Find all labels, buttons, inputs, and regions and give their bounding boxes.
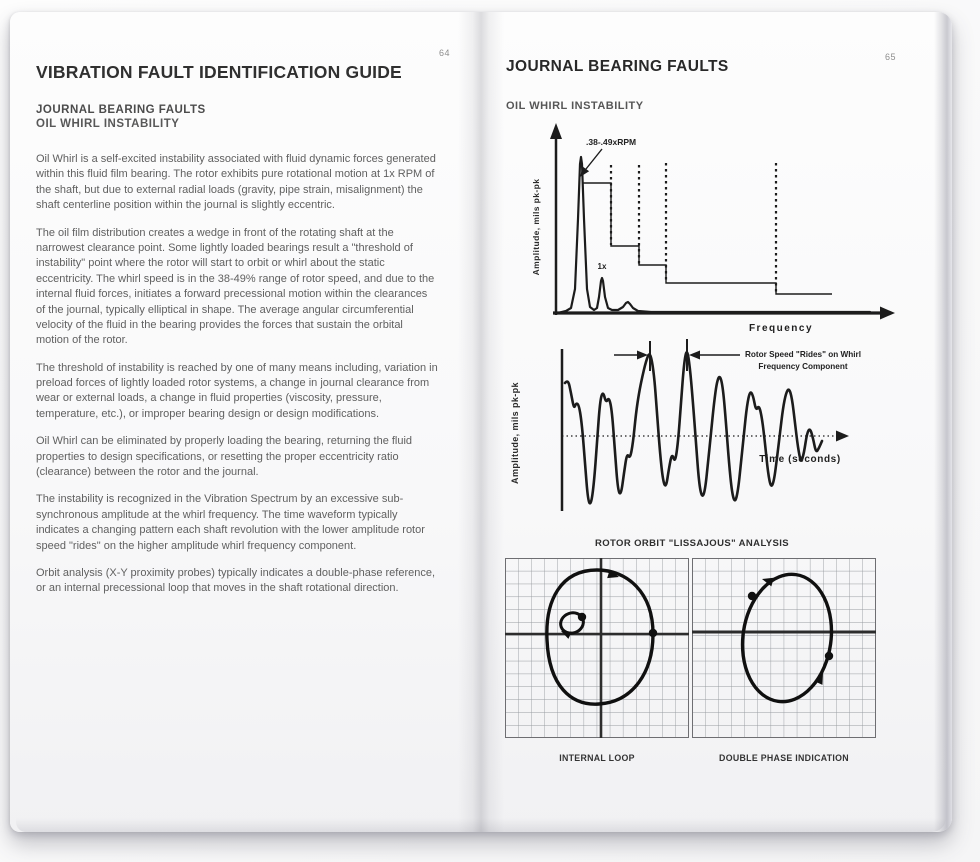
orbit-grid: [506, 559, 689, 738]
spectrum-x-axis-arrow-icon: [880, 307, 895, 320]
right-page-number: 65: [884, 52, 896, 62]
waveform-x-axis-label: Time (seconds): [759, 454, 841, 465]
right-page-subtitle: OIL WHIRL INSTABILITY: [506, 100, 644, 112]
waveform-annotation-line1: Rotor Speed "Rides" on Whirl: [744, 350, 862, 359]
paragraph-oil-film-wedge: The oil film distribution creates a wedge in front of the rotating shaft at the narrowest clearance point. Some lightly loaded bearings result a "threshold of instability" point where the rotor will start to orbit or whirl about the static eccentricity. The whirl speed is in the 38-49% range of rotor speed, and due to the internal fluid forces, initiates a forward precessional motion within the clearances of the journal, typically elliptical in shape. The average angular circumferential velocity of the fluid in the bearing provides the forces that sustain the orbital motion of the rotor.: [36, 226, 435, 347]
paragraph-orbit-analysis: Orbit analysis (X-Y proximity probes) typically indicates a double-phase reference, or an internal precessional loop that moves in the shaft rotational direction.: [36, 566, 436, 595]
left-body-text: [36, 152, 438, 609]
left-section-subheading: OIL WHIRL INSTABILITY: [36, 118, 180, 130]
keyphasor-dot-lower: [825, 652, 833, 660]
orbit-internal-loop-svg: [505, 558, 689, 738]
paragraph-threshold-of-instability: The threshold of instability is reached by one of many means including, variation in preload forces of lightly loaded rotor systems, a change in journal clearance from wear or external loads, a change in fluid properties (viscosity, pressure, temperature, etc.), or improper bearing design or design modifications.: [36, 361, 438, 420]
waveform-time-arrow-icon: [836, 431, 849, 442]
orbit-plot-internal-loop: [505, 558, 689, 763]
paragraph-oil-whirl-intro: Oil Whirl is a self-excited instability associated with fluid dynamic forces generated within this fluid film bearing. The rotor exhibits pure rotational motion at 1x RPM of the shaft, but due to external radial loads (gravity, pipe strain, misalignment) the shaft centerline position within the journal is slightly eccentric.: [36, 153, 436, 212]
period-arrow-right-icon: [689, 351, 700, 360]
waveform-chart: [500, 333, 948, 533]
orbit-double-phase-svg: [692, 558, 876, 738]
waveform-y-axis-label: Amplitude, mils pk-pk: [510, 382, 520, 484]
right-page-title: JOURNAL BEARING FAULTS: [506, 58, 729, 75]
book: [10, 12, 952, 832]
orbit-grid: [693, 559, 876, 738]
paragraph-spectrum-recognition: The instability is recognized in the Vibration Spectrum by an excessive sub-synchronous amplitude at the whirl frequency. The time waveform typically indicates a changing pattern each shaft revolution with the lower amplitude rotor speed "rides" on the higher amplitude whirl frequency component.: [36, 493, 425, 552]
keyphasor-dot-upper: [748, 592, 756, 600]
one-x-peak-label: 1x: [597, 262, 607, 271]
spectrum-x-axis-label: Frequency: [748, 323, 814, 334]
orbit-left-label: INTERNAL LOOP: [559, 753, 635, 763]
left-section-heading: JOURNAL BEARING FAULTS: [36, 104, 206, 116]
waveform-trace: [565, 352, 822, 503]
orbit-plot-double-phase: [692, 558, 876, 763]
spectrum-y-axis-arrow-icon: [550, 123, 562, 139]
keyphasor-dot-axis: [649, 629, 657, 637]
whirl-harmonic-bracket: [583, 183, 832, 294]
spectrum-chart: [526, 119, 926, 337]
paragraph-elimination: Oil Whirl can be eliminated by properly loading the bearing, returning the fluid properties to design specifications, or resetting the proper eccentricity ratio (clearance) between the rotor and the journal.: [36, 435, 413, 479]
left-page-number: 64: [438, 48, 450, 58]
orbit-analysis-caption: ROTOR ORBIT "LISSAJOUS" ANALYSIS: [594, 538, 790, 549]
orbit-right-label: DOUBLE PHASE INDICATION: [719, 753, 849, 763]
left-page-title: VIBRATION FAULT IDENTIFICATION GUIDE: [36, 62, 402, 82]
keyphasor-dot-loop: [578, 613, 586, 621]
spectrum-y-axis-label: Amplitude, mils pk-pk: [531, 178, 541, 276]
waveform-annotation-line2: Frequency Component: [758, 362, 848, 371]
right-page: [488, 12, 940, 832]
left-page: [10, 12, 466, 832]
spectrum-trace: [558, 157, 870, 313]
whirl-frequency-annotation: .38-.49xRPM: [586, 137, 637, 147]
